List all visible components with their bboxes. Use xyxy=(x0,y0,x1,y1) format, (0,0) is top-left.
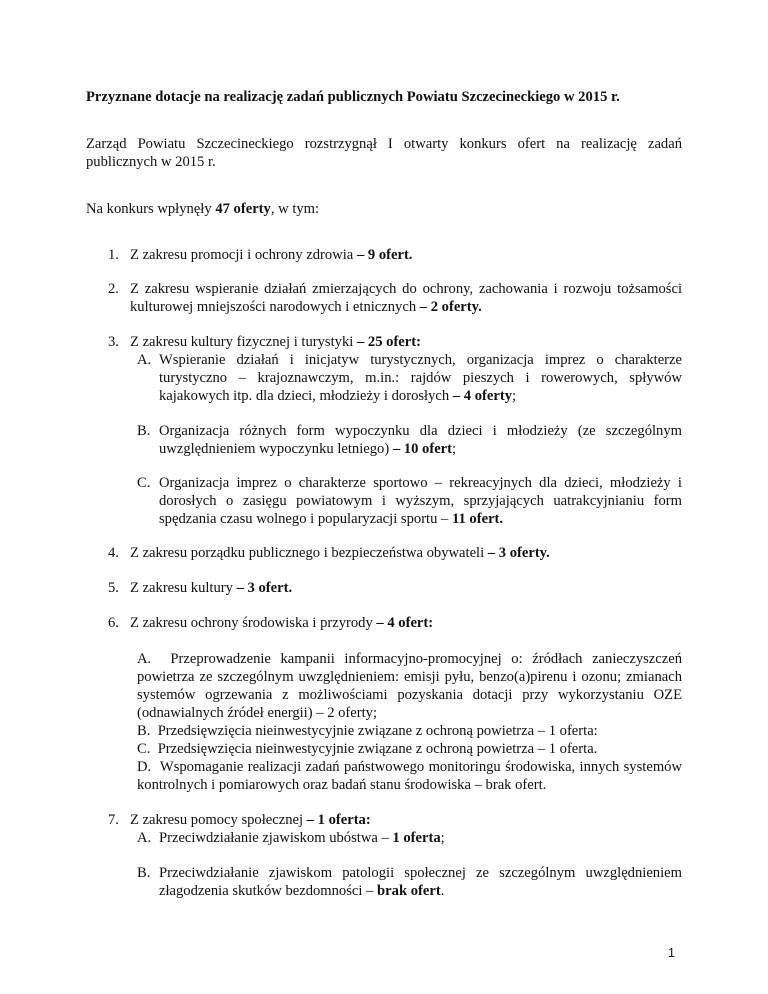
list-item xyxy=(130,280,682,316)
item-count: – 1 oferta: xyxy=(306,812,371,828)
item-count: – 25 ofert: xyxy=(356,334,421,350)
item-text: Z zakresu porządku publicznego i bezpieczeństwa obywateli xyxy=(130,545,488,561)
sub-letter: C. xyxy=(137,475,151,491)
item-count: – 3 ofert. xyxy=(236,580,293,596)
sub-text: Przedsięwzięcia nieinwestycyjnie związane z ochroną powietrza – 1 oferta. xyxy=(157,741,598,757)
sub-text: Organizacja imprez o charakterze sportowo – rekreacyjnych dla dzieci, młodzieży i dorosłych o zasięgu powiatowym i wyższym, sprzyjających uatrakcyjnianiu form spędzania czasu wolnego i popularyzacji sportu – xyxy=(159,475,682,527)
list-item xyxy=(130,811,682,829)
page-number: 1 xyxy=(668,946,675,960)
summary-suffix: , w tym: xyxy=(270,201,320,217)
item-text: Z zakresu pomocy społecznej xyxy=(130,812,307,828)
list-item xyxy=(130,333,682,351)
summary-paragraph xyxy=(86,200,319,218)
list-item xyxy=(130,614,682,632)
sub-count: 11 ofert. xyxy=(452,511,504,527)
sub-tail: ; xyxy=(512,388,517,404)
sub-tail: ; xyxy=(440,830,445,846)
list-number: 6. xyxy=(108,615,119,631)
sub-item xyxy=(159,351,682,405)
sub-letter: A. xyxy=(137,651,152,667)
item-text: Z zakresu ochrony środowiska i przyrody xyxy=(130,615,377,631)
sub-letter: C. xyxy=(137,741,151,757)
sub-letter: A. xyxy=(137,352,152,368)
list-number: 3. xyxy=(108,334,119,350)
item-count: – 9 ofert. xyxy=(356,247,413,263)
list-item xyxy=(130,544,682,562)
item-count: – 3 oferty. xyxy=(487,545,550,561)
env-sub-item xyxy=(137,740,682,758)
item-text: Z zakresu wspieranie działań zmierzających do ochrony, zachowania i rozwoju tożsamości kulturowej mniejszości narodowych i etnicznych xyxy=(130,281,682,315)
sub-letter: A. xyxy=(137,830,152,846)
list-item xyxy=(130,579,682,597)
list-number: 2. xyxy=(108,281,119,297)
sub-count: – 10 ofert xyxy=(392,441,453,457)
sub-text: Przeciwdziałanie zjawiskom ubóstwa – xyxy=(159,830,393,846)
sub-item xyxy=(159,864,682,900)
sub-tail: ; xyxy=(452,441,457,457)
item-count: – 2 oferty. xyxy=(419,299,482,315)
item-text: Z zakresu promocji i ochrony zdrowia xyxy=(130,247,357,263)
list-number: 5. xyxy=(108,580,119,596)
sub-text: Wspomaganie realizacji zadań państwowego monitoringu środowiska, innych systemów kontrolnych i pomiarowych oraz badań stanu środowiska – brak ofert. xyxy=(137,759,683,793)
item-text: Z zakresu kultury fizycznej i turystyki xyxy=(130,334,357,350)
sub-tail: . xyxy=(440,883,445,899)
list-number: 1. xyxy=(108,247,119,263)
sub-letter: B. xyxy=(137,423,151,439)
summary-prefix: Na konkurs wpłynęły xyxy=(86,201,216,217)
list-item xyxy=(130,246,682,264)
list-number: 4. xyxy=(108,545,119,561)
sub-count: brak ofert xyxy=(377,883,441,899)
document-title: Przyznane dotacje na realizację zadań publicznych Powiatu Szczecineckiego w 2015 r. xyxy=(86,89,620,105)
sub-item xyxy=(159,829,682,847)
env-sub-item xyxy=(137,758,682,794)
summary-count: 47 oferty xyxy=(215,201,271,217)
item-text: Z zakresu kultury xyxy=(130,580,237,596)
env-sub-item xyxy=(137,722,682,740)
sub-letter: B. xyxy=(137,865,151,881)
env-sub-item xyxy=(137,650,682,722)
sub-item xyxy=(159,474,682,528)
sub-item xyxy=(159,422,682,458)
sub-count: 1 oferta xyxy=(392,830,441,846)
sub-text: Wspieranie działań i inicjatyw turystycznych, organizacja imprez o charakterze turystyczno – krajoznawczym, m.in.: rajdów pieszych i rowerowych, spływów kajakowych itp. dla dzieci, młodzieży i dorosłych xyxy=(159,352,682,404)
sub-letter: D. xyxy=(137,759,152,775)
sub-text: Przeprowadzenie kampanii informacyjno-promocyjnej o: źródłach zanieczyszczeń powietrza ze szczególnym uwzględnieniem: emisji pyłu, benzo(a)pirenu i ozonu; zmianach systemów ogrzewania z możliwościami pozyskania dotacji przy wykorzystaniu OZE (odnawialnych źródeł energii) – 2 oferty; xyxy=(137,651,683,721)
sub-count: – 4 oferty xyxy=(452,388,512,404)
list-number: 7. xyxy=(108,812,119,828)
intro-paragraph: Zarząd Powiatu Szczecineckiego rozstrzygnął I otwarty konkurs ofert na realizację zadań publicznych w 2015 r. xyxy=(86,136,682,170)
sub-text: Przeciwdziałanie zjawiskom patologii społecznej ze szczególnym uwzględnieniem złagodzenia skutków bezdomności – xyxy=(159,865,682,899)
sub-text: Przedsięwzięcia nieinwestycyjnie związane z ochroną powietrza – 1 oferta: xyxy=(157,723,598,739)
sub-text: Organizacja różnych form wypoczynku dla dzieci i młodzieży (ze szczególnym uwzględnieniem wypoczynku letniego) xyxy=(159,423,682,457)
sub-letter: B. xyxy=(137,723,151,739)
item-count: – 4 ofert: xyxy=(376,615,434,631)
